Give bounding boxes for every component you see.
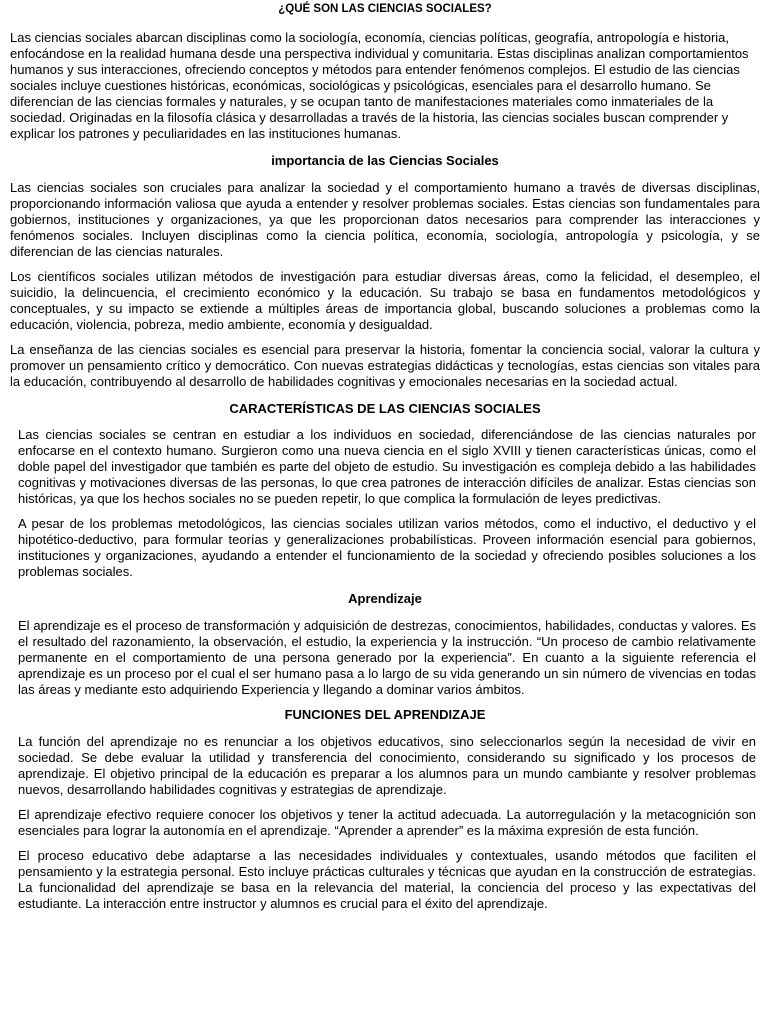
section-heading-importancia: importancia de las Ciencias Sociales (271, 153, 499, 168)
funciones-paragraph-1: La función del aprendizaje no es renunciar a los objetivos educativos, sino seleccionarlos según la necesidad de vivir en sociedad. Se debe evaluar la utilidad y transferencia del conocimiento, considerando su significado y los procesos de aprendizaje. El objetivo principal de la educación es preparar a los alumnos para un mundo cambiante y resolver problemas nuevos, desarrollando habilidades cognitivas y estrategias de aprendizaje. (18, 734, 756, 797)
intro-paragraph: Las ciencias sociales abarcan disciplinas como la sociología, economía, ciencias políticas, geografía, antropología e historia, enfocándose en la realidad humana desde una perspectiva individual y comunitaria. Estas disciplinas analizan comportamientos humanos y sus interacciones, ofreciendo conceptos y métodos para entender fenómenos complejos. El estudio de las ciencias sociales incluye cuestiones históricas, económicas, sociológicas y psicológicas, esenciales para el desarrollo humano. Se diferencian de las ciencias formales y naturales, y se ocupan tanto de manifestaciones materiales como inmateriales de la sociedad. Originadas en la filosofía clásica y desarrolladas a través de la historia, las ciencias sociales buscan comprender y explicar los patrones y peculiaridades en las instituciones humanas. (10, 30, 749, 141)
funciones-body (10, 734, 760, 912)
caracteristicas-paragraph-2: A pesar de los problemas metodológicos, las ciencias sociales utilizan varios métodos, como el inductivo, el deductivo y el hipotético-deductivo, para formular teorías y generalizaciones probabilísticas. Proveen información esencial para gobiernos, instituciones y organizaciones, ayudando a entender el funcionamiento de la sociedad y ofreciendo posibles soluciones a los problemas sociales. (18, 516, 756, 579)
section-heading-aprendizaje: Aprendizaje (348, 591, 422, 606)
section-heading-caracteristicas: CARACTERÍSTICAS DE LAS CIENCIAS SOCIALES (229, 401, 541, 416)
document-title: ¿QUÉ SON LAS CIENCIAS SOCIALES? (278, 3, 492, 15)
aprendizaje-paragraph-1: El aprendizaje es el proceso de transformación y adquisición de destrezas, conocimientos, habilidades, conductas y valores. Es el resultado del razonamiento, la observación, el estudio, la experiencia y la instrucción. “Un proceso de cambio relativamente permanente en el comportamiento de una persona generado por la experiencia”. En cuanto a la siguiente referencia el aprendizaje es un proceso por el cual el ser humano pasa a lo largo de su vida generando un sin número de vivencias en todas las áreas y mediante esto adquiriendo Experiencia y llegando a dominar varios ámbitos. (18, 618, 756, 697)
funciones-paragraph-2: El aprendizaje efectivo requiere conocer los objetivos y tener la actitud adecuada. La autorregulación y la metacognición son esenciales para lograr la autonomía en el aprendizaje. “Aprender a aprender” es la máxima expresión de esta función. (18, 807, 756, 838)
caracteristicas-body (10, 427, 760, 580)
caracteristicas-paragraph-1: Las ciencias sociales se centran en estudiar a los individuos en sociedad, diferenciándose de las ciencias naturales por enfocarse en el contexto humano. Surgieron como una nueva ciencia en el siglo XVIII y tienen características únicas, como el doble papel del investigador que también es parte del objeto de estudio. Su investigación es compleja debido a las habilidades cognitivas y motivaciones diversas de las personas, lo que crea patrones de interacción difíciles de analizar. Estas ciencias son históricas, ya que los hechos sociales no se pueden repetir, lo que complica la formulación de leyes predictivas. (18, 427, 756, 506)
importancia-paragraph-3: La enseñanza de las ciencias sociales es esencial para preservar la historia, fomentar la conciencia social, valorar la cultura y promover un pensamiento crítico y democrático. Con nuevas estrategias didácticas y tecnologías, estas ciencias son vitales para la educación, contribuyendo al desarrollo de habilidades cognitivas y emocionales necesarias en la sociedad actual. (10, 342, 760, 389)
importancia-paragraph-2: Los científicos sociales utilizan métodos de investigación para estudiar diversas áreas, como la felicidad, el desempleo, el suicidio, la delincuencia, el crecimiento económico y la educación. Su trabajo se basa en fundamentos metodológicos y conceptuales, y su impacto se extiende a múltiples áreas de importancia global, buscando soluciones a problemas como la educación, violencia, pobreza, medio ambiente, economía y desigualdad. (10, 269, 760, 332)
aprendizaje-body (10, 618, 760, 698)
funciones-paragraph-3: El proceso educativo debe adaptarse a las necesidades individuales y contextuales, usando métodos que faciliten el pensamiento y la estrategia personal. Esto incluye prácticas culturales y técnicas que ayudan en la construcción de estrategias. La funcionalidad del aprendizaje se basa en la relevancia del material, la conciencia del proceso y las expectativas del estudiante. La interacción entre instructor y alumnos es crucial para el éxito del aprendizaje. (18, 848, 756, 911)
section-heading-funciones: FUNCIONES DEL APRENDIZAJE (284, 707, 486, 722)
importancia-paragraph-1: Las ciencias sociales son cruciales para analizar la sociedad y el comportamiento humano a través de diversas disciplinas, proporcionando información valiosa que ayuda a entender y resolver problemas sociales. Estas ciencias son fundamentales para gobiernos, instituciones y organizaciones, ya que les proporcionan datos necesarios para comprender las interacciones y fenómenos sociales. Incluyen disciplinas como la ciencia política, economía, sociología, antropología y psicología, y se diferencian de las ciencias naturales. (10, 180, 760, 259)
